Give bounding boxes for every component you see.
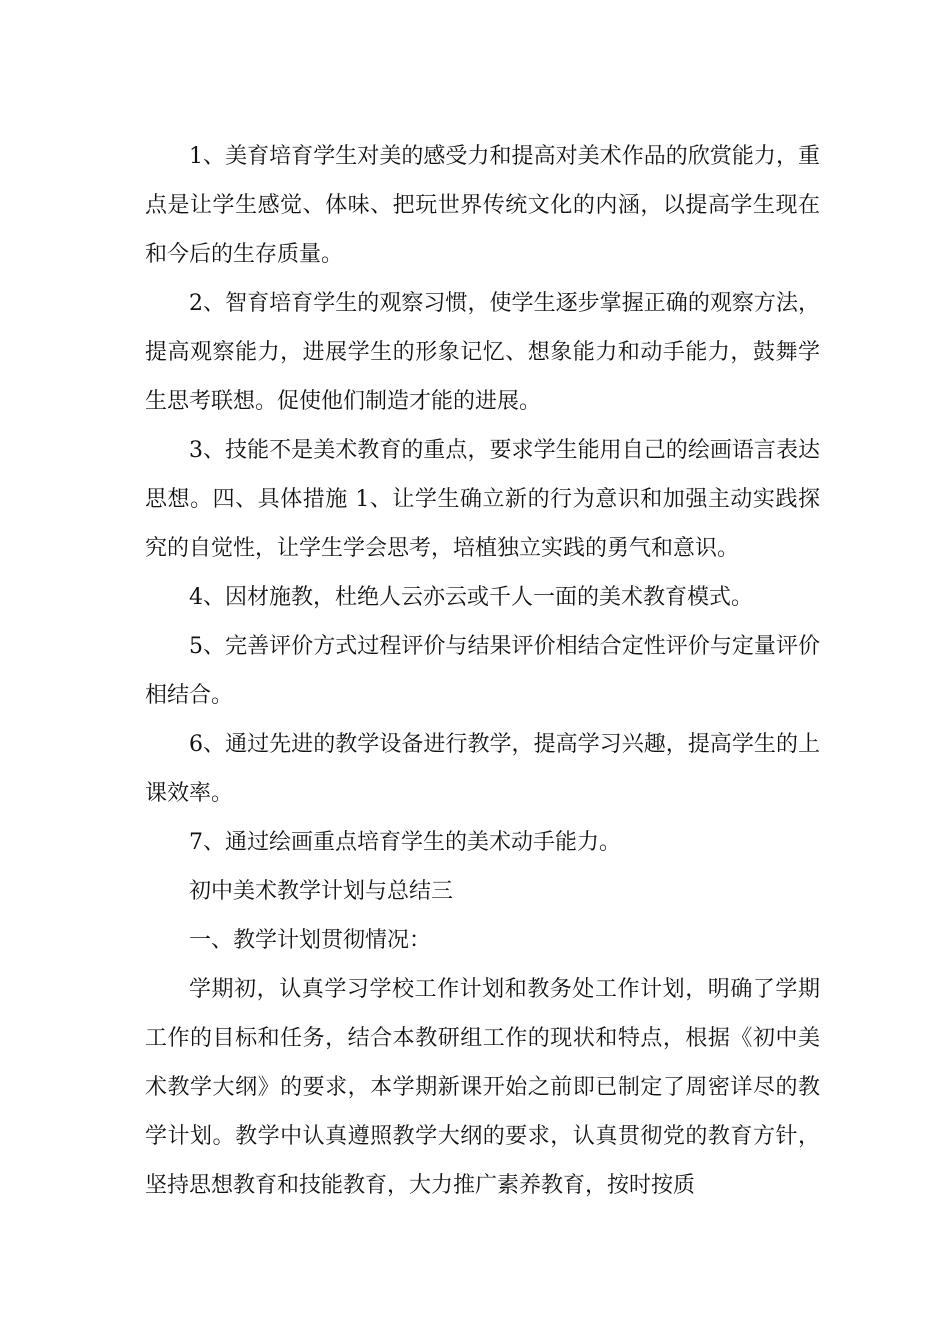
paragraph-intellectual-education: 2、智育培育学生的观察习惯，使学生逐步掌握正确的观察方法，提高观察能力，进展学生的形象记忆、想象能力和动手能力，鼓舞学生思考联想。促使他们制造才能的进展。 [145, 291, 820, 414]
paragraph-skills-and-measures: 3、技能不是美术教育的重点，要求学生能用自己的绘画语言表达思想。四、具体措施 1、让学生确立新的行为意识和加强主动实践探究的自觉性，让学生学会思考，培植独立实践的勇气和意识。 [145, 438, 820, 561]
document-body [145, 132, 820, 1210]
paragraph-drawing-skills: 7、通过绘画重点培育学生的美术动手能力。 [189, 830, 621, 855]
paragraph-teach-by-aptitude: 4、因材施教，杜绝人云亦云或千人一面的美术教育模式。 [189, 585, 753, 610]
paragraph-evaluation-methods: 5、完善评价方式过程评价与结果评价相结合定性评价与定量评价相结合。 [145, 634, 820, 708]
paragraph-semester-plan: 学期初，认真学习学校工作计划和教务处工作计划，明确了学期工作的目标和任务，结合本教研组工作的现状和特点，根据《初中美术教学大纲》的要求，本学期新课开始之前即已制定了周密详尽的教学计划。教学中认真遵照教学大纲的要求，认真贯彻党的教育方针，坚持思想教育和技能教育，大力推广素养教育，按时按质 [145, 977, 820, 1198]
section-heading: 初中美术教学计划与总结三 [189, 879, 454, 904]
paragraph-teaching-equipment: 6、通过先进的教学设备进行教学，提高学习兴趣，提高学生的上课效率。 [145, 732, 820, 806]
paragraph-aesthetic-education: 1、美育培育学生对美的感受力和提高对美术作品的欣赏能力，重点是让学生感觉、体味、把玩世界传统文化的内涵，以提高学生现在和今后的生存质量。 [145, 144, 820, 267]
subsection-heading: 一、教学计划贯彻情况： [189, 928, 432, 953]
